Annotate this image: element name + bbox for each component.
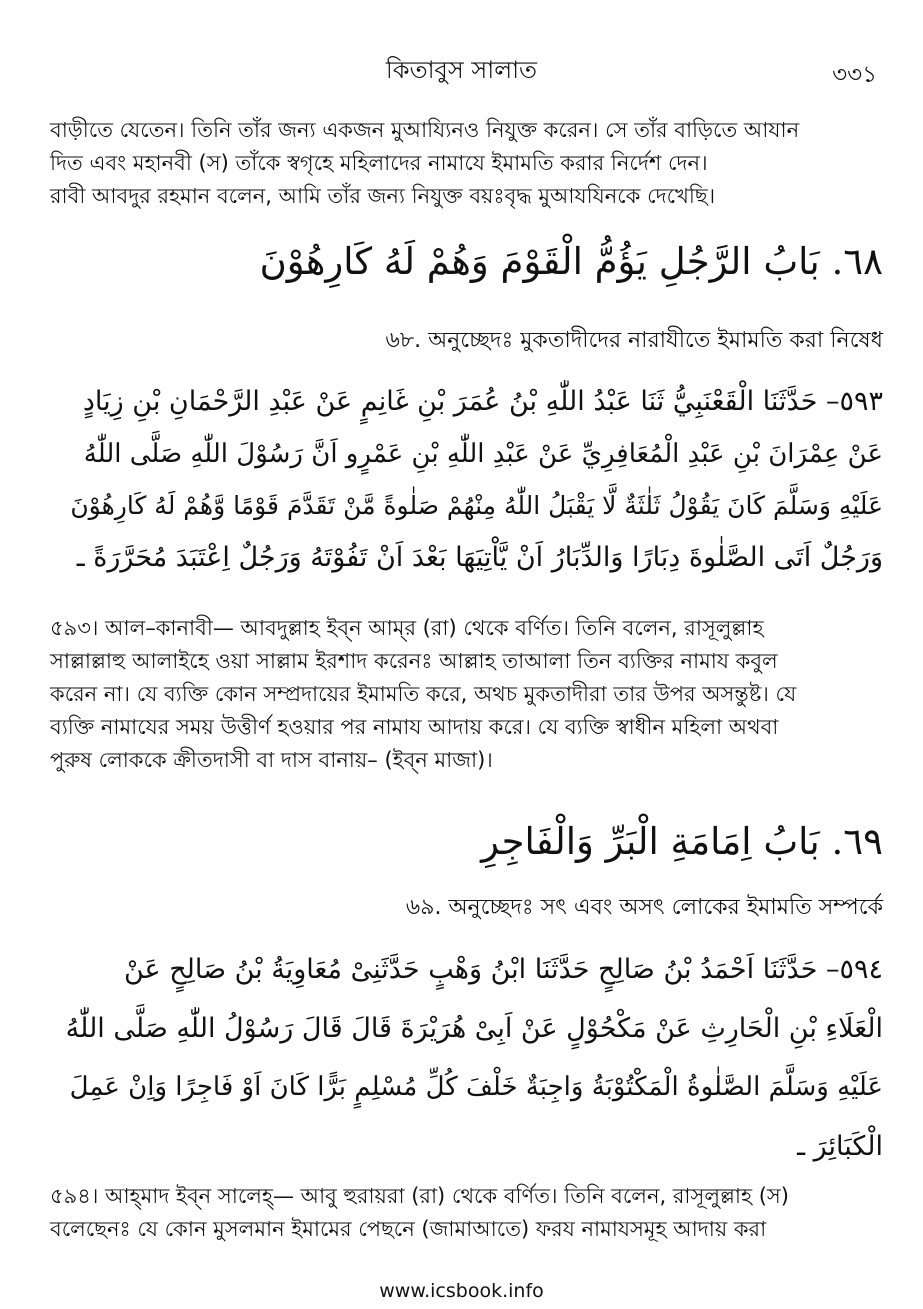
chapter-69-bengali-title: ৬৯. অনুচ্ছেদঃ সৎ এবং অসৎ লোকের ইমামতি সম্পর্কে <box>405 895 883 920</box>
arabic-line: عَنْ عِمْرَانَ بْنِ عَبْدِ الْمُعَافِرِيِّ عَنْ عَبْدِ اللّٰهِ بْنِ عَمْرٍو اَنَّ رَسُوْلَ اللّٰهِ صَلَّى اللّٰهُ <box>83 439 883 469</box>
page-header-title: কিতাবুস সালাত <box>385 56 538 84</box>
hadith-594-arabic <box>60 940 883 1176</box>
arabic-line: وَرَجُلٌ اَتَى الصَّلٰوةَ دِبَارًا وَالدِّبَارُ اَنْ يَّاْتِيَهَا بَعْدَ اَنْ تَفُوْتَهُ وَرَجُلٌ اِعْتَبَدَ مُحَرَّرَةً ـ <box>76 542 883 573</box>
page-number: ৩৩১ <box>832 62 877 88</box>
hadith-593-translation <box>50 612 880 777</box>
arabic-line: ٥٩٤– حَدَّثَنَا اَحْمَدُ بْنُ صَالِحٍ حَدَّثَنَا ابْنُ وَهْبٍ حَدَّثَنِىْ مُعَاوِيَةُ بْنُ صَالِحٍ عَنْ <box>123 954 883 985</box>
arabic-line: الْكَبَائِرَ ـ <box>797 1131 883 1162</box>
text-line: বলেছেনঃ যে কোন মুসলমান ইমামের পেছনে (জামাআতে) ফরয নামাযসমূহ আদায় করা <box>50 1217 767 1241</box>
arabic-line: عَلَيْهِ وَسَلَّمَ الصَّلٰوةُ الْمَكْتُوْبَةُ وَاجِبَةٌ خَلْفَ كُلِّ مُسْلِمٍ بَرًّا كَانَ اَوْ فَاجِرًا وَاِنْ عَمِلَ <box>69 1072 883 1102</box>
text-line: দিত এবং মহানবী (স) তাঁকে স্বগৃহে মহিলাদের নামাযে ইমামতি করার নির্দেশ দেন। <box>50 151 708 175</box>
text-line: ব্যক্তি নামাযের সময় উত্তীর্ণ হওয়ার পর নামায আদায় করে। যে ব্যক্তি স্বাধীন মহিলা অথবা <box>50 715 779 739</box>
footer-url: www.icsbook.info <box>379 1280 544 1302</box>
hadith-593-arabic <box>60 376 883 584</box>
arabic-line: الْعَلَاءِ بْنِ الْحَارِثِ عَنْ مَكْحُوْلٍ عَنْ اَبِىْ هُرَيْرَةَ قَالَ قَالَ رَسُوْلُ اللّٰهِ صَلَّى اللّٰهُ <box>65 1013 883 1044</box>
text-line: সাল্লাল্লাহু আলাইহে ওয়া সাল্লাম ইরশাদ করেনঃ আল্লাহ তাআলা তিন ব্যক্তির নামায কবুল <box>50 649 778 673</box>
arabic-line: عَلَيْهِ وَسَلَّمَ كَانَ يَقُوْلُ ثَلٰثَةٌ لَّا يَقْبَلُ اللّٰهُ مِنْهُمْ صَلٰوةً مَّنْ تَقَدَّمَ قَوْمًا وَّهُمْ لَهُ كَارِهُوْنَ <box>70 491 883 520</box>
text-line: বাড়ীতে যেতেন। তিনি তাঁর জন্য একজন মুআয্যিনও নিযুক্ত করেন। সে তাঁর বাড়িতে আযান <box>50 118 800 142</box>
text-line: পুরুষ লোককে ক্রীতদাসী বা দাস বানায়– (ইব্‌ন মাজা)। <box>50 748 493 772</box>
chapter-68-arabic-title: ٦٨. بَابُ الرَّجُلِ يَؤُمُّ الْقَوْمَ وَهُمْ لَهُ كَارِهُوْنَ <box>259 240 883 283</box>
chapter-69-arabic-title: ٦٩. بَابُ اِمَامَةِ الْبَرِّ وَالْفَاجِرِ <box>481 820 883 863</box>
text-line: ৫৯৩। আল–কানাবী— আবদুল্লাহ ইব্‌ন আম্‌র (রা) থেকে বর্ণিত। তিনি বলেন, রাসূলুল্লাহ <box>50 616 764 640</box>
text-line: করেন না। যে ব্যক্তি কোন সম্প্রদায়ের ইমামতি করে, অথচ মুকতাদীরা তার উপর অসন্তুষ্ট। যে <box>50 682 797 706</box>
arabic-line: ٥٩٣– حَدَّثَنَا الْقَعْنَبِيُّ ثَنَا عَبْدُ اللّٰهِ بْنُ عُمَرَ بْنِ غَانِمٍ عَنْ عَبْدِ الرَّحْمَانِ بْنِ زِيَادٍ <box>82 386 883 417</box>
hadith-594-translation <box>50 1180 880 1246</box>
text-line: রাবী আবদুর রহমান বলেন, আমি তাঁর জন্য নিযুক্ত বয়ঃবৃদ্ধ মুআযযিনকে দেখেছি। <box>50 184 716 208</box>
chapter-68-bengali-title: ৬৮. অনুচ্ছেদঃ মুকতাদীদের নারাযীতে ইমামতি করা নিষেধ <box>385 328 883 353</box>
text-line: ৫৯৪। আহ্‌মাদ ইব্‌ন সালেহ্‌— আবু হুরায়রা (রা) থেকে বর্ণিত। তিনি বলেন, রাসূলুল্লাহ (স) <box>50 1184 789 1208</box>
intro-paragraph <box>50 114 880 213</box>
